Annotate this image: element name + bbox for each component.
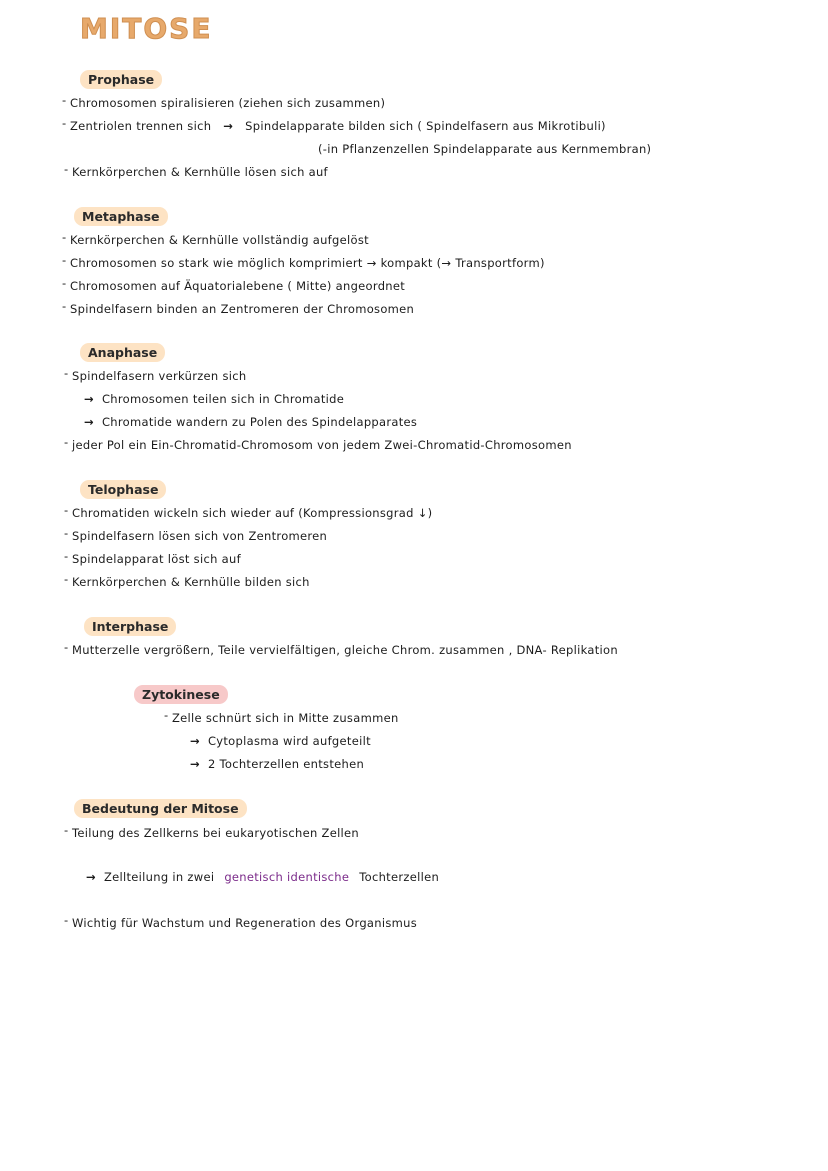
metaphase-heading: Metaphase [74,207,168,226]
bedeutung-line-1: - Teilung des Zellkerns bei eukaryotischen Zellen [72,826,359,840]
prophase-line-2 [70,119,606,133]
interphase-line-1: - Mutterzelle vergrößern, Teile vervielfältigen, gleiche Chrom. zusammen , DNA- Replikation [72,643,618,657]
telophase-heading: Telophase [80,480,166,499]
anaphase-line-4: - jeder Pol ein Ein-Chromatid-Chromosom von jedem Zwei-Chromatid-Chromosomen [72,438,572,452]
prophase-heading: Prophase [80,70,162,89]
page-title: MITOSE [80,12,213,45]
anaphase-line-3-text: Chromatide wandern zu Polen des Spindelapparates [101,415,418,429]
anaphase-line-2 [84,392,344,406]
zytokinese-line-1: - Zelle schnürt sich in Mitte zusammen [172,711,399,725]
metaphase-line-1: - Kernkörperchen & Kernhülle vollständig aufgelöst [70,233,369,247]
telophase-line-3: - Spindelapparat löst sich auf [72,552,241,566]
bedeutung-line-2 [86,870,439,884]
arrow-icon: → [190,757,200,771]
arrow-icon: → [223,119,234,133]
prophase-line-2-text: Zentriolen trennen sich [70,119,212,133]
metaphase-line-3: - Chromosomen auf Äquatorialebene ( Mitte) angeordnet [70,279,405,293]
arrow-icon: → [86,870,96,884]
zytokinese-line-3-text: 2 Tochterzellen entstehen [207,757,365,771]
telophase-line-2: - Spindelfasern lösen sich von Zentromeren [72,529,327,543]
anaphase-line-3 [84,415,417,429]
zytokinese-line-2 [190,734,371,748]
arrow-icon: → [84,392,94,406]
bedeutung-line-2-a: Zellteilung in zwei [103,870,215,884]
zytokinese-heading: Zytokinese [134,685,228,704]
metaphase-line-2: - Chromosomen so stark wie möglich komprimiert → kompakt (→ Transportform) [70,256,545,270]
metaphase-line-4: - Spindelfasern binden an Zentromeren der Chromosomen [70,302,414,316]
bedeutung-line-2-highlight: genetisch identische [224,870,350,884]
bedeutung-line-2-c: Tochterzellen [359,870,440,884]
bedeutung-heading: Bedeutung der Mitose [74,799,247,818]
prophase-line-3: (-in Pflanzenzellen Spindelapparate aus Kernmembran) [318,142,652,156]
bedeutung-line-3: - Wichtig für Wachstum und Regeneration des Organismus [72,916,417,930]
anaphase-line-2-text: Chromosomen teilen sich in Chromatide [101,392,345,406]
anaphase-line-1: - Spindelfasern verkürzen sich [72,369,246,383]
anaphase-heading: Anaphase [80,343,165,362]
telophase-line-4: - Kernkörperchen & Kernhülle bilden sich [72,575,310,589]
arrow-icon: → [84,415,94,429]
prophase-line-1: - Chromosomen spiralisieren (ziehen sich zusammen) [70,96,385,110]
zytokinese-line-3 [190,757,364,771]
prophase-line-4: - Kernkörperchen & Kernhülle lösen sich auf [72,165,328,179]
telophase-line-1: - Chromatiden wickeln sich wieder auf (Kompressionsgrad ↓) [72,506,432,520]
zytokinese-line-2-text: Cytoplasma wird aufgeteilt [207,734,371,748]
prophase-line-2-result: Spindelapparate bilden sich ( Spindelfasern aus Mikrotibuli) [245,119,606,133]
interphase-heading: Interphase [84,617,176,636]
arrow-icon: → [190,734,200,748]
